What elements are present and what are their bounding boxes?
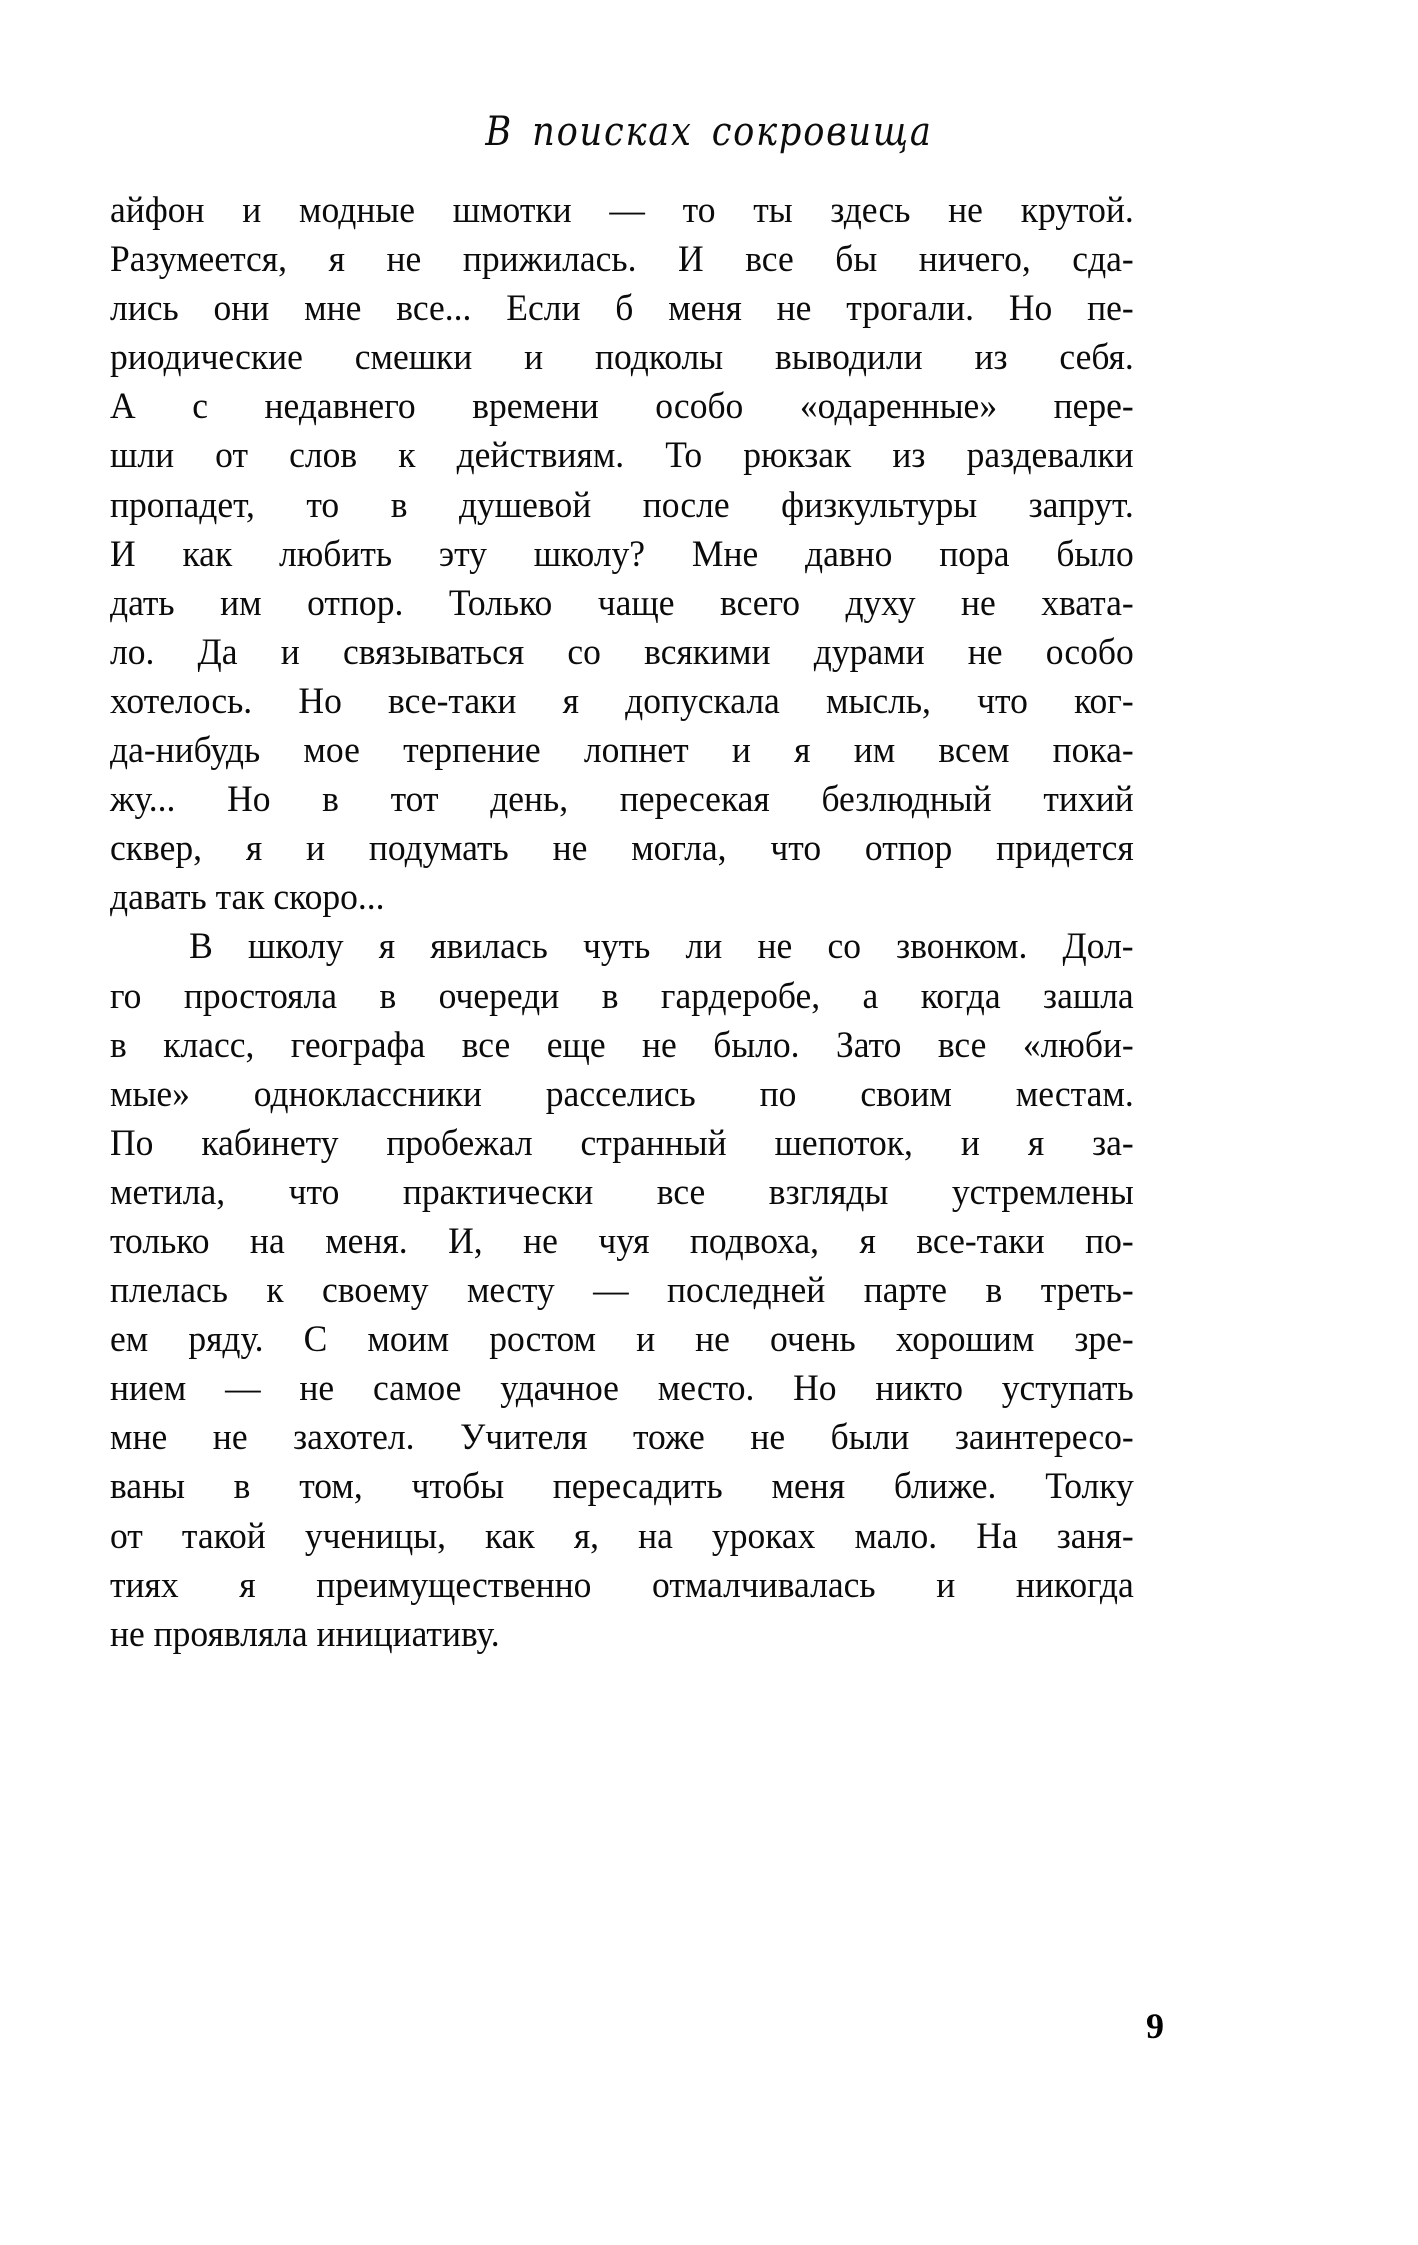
word: бы <box>835 239 878 281</box>
word: себя. <box>1059 337 1134 379</box>
word: и <box>280 631 300 673</box>
word: все <box>461 1024 511 1066</box>
text-line <box>110 1315 1134 1364</box>
word: после <box>642 484 730 526</box>
word: Толку <box>1045 1466 1134 1508</box>
word: не <box>757 926 793 968</box>
text-line <box>110 1021 1134 1070</box>
word: ваны <box>110 1466 185 1508</box>
word: место. <box>657 1368 755 1410</box>
word: физкультуры <box>781 484 978 526</box>
word: заинтересо- <box>954 1417 1134 1459</box>
text-line <box>110 1266 1134 1315</box>
word: я <box>562 680 579 722</box>
word: безлюдный <box>821 779 992 821</box>
word: кабинету <box>201 1122 339 1164</box>
word: выводили <box>774 337 923 379</box>
word: я <box>328 239 345 281</box>
paragraph-indent <box>110 922 154 971</box>
word: школу? <box>533 533 646 575</box>
word: захотел. <box>293 1417 415 1459</box>
word: все <box>937 1024 987 1066</box>
word: что <box>288 1171 340 1213</box>
word: меня <box>668 288 742 330</box>
word: жу... <box>110 779 176 821</box>
word: действиям. <box>456 435 625 477</box>
word: к <box>266 1270 284 1312</box>
word: терпение <box>403 730 541 772</box>
page-number: 9 <box>1146 2006 1164 2046</box>
word: давно <box>805 533 893 575</box>
word: в <box>322 779 339 821</box>
word: А <box>110 386 136 428</box>
text-line <box>110 1462 1134 1511</box>
word: Разумеется, <box>110 239 288 281</box>
word: зре- <box>1074 1319 1134 1361</box>
word: очереди <box>438 975 560 1017</box>
word: мые» <box>110 1073 190 1115</box>
word: слов <box>289 435 358 477</box>
word: отпор <box>864 828 953 870</box>
word: не <box>386 239 422 281</box>
word: я <box>245 828 263 870</box>
word: подколы <box>595 337 724 379</box>
text-line <box>110 333 1134 382</box>
word: одноклассники <box>253 1073 482 1115</box>
text-line <box>110 284 1134 333</box>
word: устремлены <box>951 1171 1134 1213</box>
word: тот <box>390 779 439 821</box>
word: расселись <box>545 1073 696 1115</box>
word: здесь <box>830 190 911 231</box>
word: странный <box>580 1122 727 1164</box>
word: Но <box>793 1368 837 1410</box>
word: раздевалки <box>966 435 1134 477</box>
body-text-block <box>110 186 1182 1659</box>
word: тихий <box>1043 779 1134 821</box>
word: особо <box>655 386 744 428</box>
word: от <box>110 1515 143 1557</box>
word: что <box>977 680 1028 722</box>
word: дать <box>110 582 175 624</box>
word: что <box>770 828 822 870</box>
word: им <box>220 582 262 624</box>
word: могла, <box>631 828 727 870</box>
text-line <box>110 431 1134 480</box>
word: метила, <box>110 1171 226 1213</box>
word: ряду. <box>188 1319 264 1361</box>
word: модные <box>299 190 415 231</box>
word: да-нибудь <box>110 730 261 772</box>
word: мое <box>303 730 360 772</box>
word: еще <box>546 1024 606 1066</box>
word: по- <box>1085 1220 1134 1262</box>
word: С <box>303 1319 328 1361</box>
word: чуя <box>598 1220 650 1262</box>
word: чуть <box>583 926 651 968</box>
word: не <box>776 288 812 330</box>
word: эту <box>438 533 487 575</box>
word: связываться <box>342 631 525 673</box>
word: духу <box>845 582 916 624</box>
word: Но <box>298 680 342 722</box>
word: Мне <box>691 533 759 575</box>
word: как <box>182 533 233 575</box>
word: ростом <box>489 1319 597 1361</box>
word: все-таки <box>388 680 517 722</box>
word: чтобы <box>411 1466 505 1508</box>
word: сда- <box>1072 239 1134 281</box>
word: пересекая <box>619 779 770 821</box>
word: простояла <box>183 975 338 1017</box>
word: все <box>656 1171 706 1213</box>
word: — <box>609 190 645 231</box>
word: им <box>853 730 896 772</box>
word: ничего, <box>918 239 1031 281</box>
text-line-last: не проявляла инициативу. <box>110 1613 500 1655</box>
word: не <box>299 1368 335 1410</box>
text-line <box>110 1413 1134 1462</box>
word: практически <box>402 1171 594 1213</box>
word: Но <box>227 779 271 821</box>
word: мне <box>304 288 362 330</box>
word: в <box>379 975 397 1017</box>
word: и <box>524 337 544 379</box>
word: гардеробе, <box>660 975 821 1017</box>
text-line <box>110 186 1134 235</box>
word: я <box>859 1220 876 1262</box>
word: отпор. <box>307 582 404 624</box>
word: пере- <box>1053 386 1134 428</box>
word: день, <box>490 779 569 821</box>
word: все... <box>396 288 472 330</box>
word: хотелось. <box>110 680 253 722</box>
word: — <box>593 1270 629 1312</box>
text-line <box>110 382 1134 431</box>
word: шмотки <box>452 190 572 231</box>
word: мысль, <box>826 680 931 722</box>
word: уроках <box>711 1515 816 1557</box>
word: и <box>636 1319 656 1361</box>
word: пропадет, <box>110 484 255 526</box>
word: своему <box>322 1270 429 1312</box>
word: трогали. <box>846 288 974 330</box>
word: ког- <box>1074 680 1134 722</box>
text-line <box>110 972 1134 1021</box>
word: не <box>552 828 588 870</box>
text-line <box>110 824 1134 873</box>
word: подумать <box>368 828 509 870</box>
word: тоже <box>632 1417 705 1459</box>
word: на <box>249 1220 285 1262</box>
text-line <box>110 775 1134 824</box>
word: в <box>110 1024 127 1066</box>
word: времени <box>472 386 599 428</box>
text-line-last: давать так скоро... <box>110 877 385 919</box>
word: из <box>892 435 926 477</box>
word: всем <box>938 730 1010 772</box>
word: треть- <box>1040 1270 1134 1312</box>
word: шли <box>110 435 175 477</box>
word: я <box>794 730 811 772</box>
word: географа <box>290 1024 426 1066</box>
word: с <box>192 386 208 428</box>
word: ло. <box>110 631 155 673</box>
word: мне <box>110 1417 168 1459</box>
word: никто <box>875 1368 963 1410</box>
word: и <box>242 190 262 231</box>
word: меня <box>771 1466 846 1508</box>
word: то <box>306 484 340 526</box>
word: И, <box>448 1220 483 1262</box>
word: пока- <box>1052 730 1134 772</box>
word: всякими <box>644 631 771 673</box>
word: Дол- <box>1062 926 1134 968</box>
word: лопнет <box>583 730 689 772</box>
word: любить <box>279 533 393 575</box>
word: «люби- <box>1022 1024 1134 1066</box>
word: шепоток, <box>774 1122 913 1164</box>
word: Только <box>448 582 553 624</box>
word: б <box>615 288 634 330</box>
word: не <box>212 1417 248 1459</box>
word: ученицы, <box>304 1515 446 1557</box>
word: преимущественно <box>316 1564 592 1606</box>
word: И <box>678 239 704 281</box>
word: когда <box>920 975 1001 1017</box>
word: хвата- <box>1041 582 1134 624</box>
word: пересадить <box>552 1466 723 1508</box>
word: от <box>215 435 248 477</box>
word: не <box>960 582 996 624</box>
text-line <box>110 1070 1134 1119</box>
word: пора <box>939 533 1010 575</box>
word: не <box>523 1220 558 1262</box>
word: со <box>827 926 861 968</box>
word: Да <box>197 631 238 673</box>
word: Учителя <box>460 1417 588 1459</box>
word: местам. <box>1015 1073 1134 1115</box>
word: всего <box>720 582 800 624</box>
word: дурами <box>813 631 925 673</box>
text-line <box>110 922 1134 971</box>
word: недавнего <box>264 386 416 428</box>
text-line <box>110 726 1134 775</box>
word: смешки <box>354 337 473 379</box>
word: к <box>398 435 416 477</box>
word: последней <box>667 1270 826 1312</box>
word: Если <box>506 288 581 330</box>
word: класс, <box>163 1024 255 1066</box>
word: уступать <box>1001 1368 1134 1410</box>
word: не <box>948 190 983 231</box>
word: На <box>976 1515 1018 1557</box>
word: придется <box>996 828 1134 870</box>
word: лись <box>110 288 179 330</box>
text-line <box>110 1561 1134 1610</box>
word: айфон <box>110 190 205 231</box>
word: не <box>642 1024 677 1066</box>
text-line <box>110 481 1134 530</box>
word: Но <box>1008 288 1053 330</box>
word: по <box>759 1073 797 1115</box>
word: прижилась. <box>462 239 637 281</box>
word: тиях <box>110 1564 179 1606</box>
word: я <box>1027 1122 1045 1164</box>
word: то <box>682 190 716 231</box>
word: все <box>745 239 794 281</box>
word: взгляды <box>768 1171 889 1213</box>
word: пе- <box>1087 288 1134 330</box>
word: из <box>974 337 1008 379</box>
word: рюкзак <box>743 435 852 477</box>
word: звонком. <box>896 926 1028 968</box>
word: чаще <box>597 582 675 624</box>
word: хорошим <box>895 1319 1035 1361</box>
word: меня. <box>325 1220 408 1262</box>
text-line <box>110 1217 1134 1266</box>
text-line <box>110 1364 1134 1413</box>
text-line <box>110 235 1134 284</box>
word: а <box>862 975 879 1017</box>
word: И <box>110 533 136 575</box>
word: особо <box>1045 631 1134 673</box>
word: и <box>936 1564 956 1606</box>
word: и <box>731 730 751 772</box>
word: зашла <box>1043 975 1134 1017</box>
word: мало. <box>854 1515 938 1557</box>
word: месту <box>466 1270 555 1312</box>
word: я <box>239 1564 256 1606</box>
word: я, <box>573 1515 600 1557</box>
word: отмалчивалась <box>652 1564 876 1606</box>
word: пробежал <box>386 1122 533 1164</box>
text-line <box>110 1168 1134 1217</box>
word: То <box>665 435 703 477</box>
word: очень <box>770 1319 856 1361</box>
word: как <box>485 1515 535 1557</box>
text-line <box>110 530 1134 579</box>
text-line <box>110 1512 1134 1561</box>
word: не <box>750 1417 786 1459</box>
word: за- <box>1092 1122 1134 1164</box>
word: были <box>830 1417 910 1459</box>
text-line <box>110 677 1134 726</box>
word: — <box>225 1368 261 1410</box>
word: было <box>1056 533 1134 575</box>
text-line <box>110 628 1134 677</box>
word: запрут. <box>1028 484 1134 526</box>
text-line <box>110 1119 1134 1168</box>
word: школу <box>247 926 344 968</box>
word: заня- <box>1056 1515 1134 1557</box>
word: ем <box>110 1319 149 1361</box>
word: такой <box>181 1515 266 1557</box>
word: душевой <box>458 484 592 526</box>
word: не <box>695 1319 730 1361</box>
word: в <box>601 975 619 1017</box>
word: никогда <box>1015 1564 1134 1606</box>
text-line <box>110 579 1134 628</box>
word: сквер, <box>110 828 202 870</box>
word: нием <box>110 1368 187 1410</box>
word: ты <box>753 190 793 231</box>
word: все-таки <box>916 1220 1045 1262</box>
word: плелась <box>110 1270 228 1312</box>
word: не <box>967 631 1003 673</box>
word: го <box>110 975 142 1017</box>
word: в <box>985 1270 1003 1312</box>
word: в <box>233 1466 251 1508</box>
word: В <box>189 926 213 968</box>
paragraph-1 <box>110 186 1182 922</box>
word: допускала <box>625 680 780 722</box>
word: риодические <box>110 337 303 379</box>
word: своим <box>860 1073 952 1115</box>
word: на <box>638 1515 673 1557</box>
paragraph-2 <box>110 922 1182 1658</box>
word: Зато <box>835 1024 902 1066</box>
word: подвоха, <box>689 1220 820 1262</box>
word: и <box>305 828 326 870</box>
word: удачное <box>500 1368 619 1410</box>
word: со <box>567 631 601 673</box>
word: я <box>378 926 396 968</box>
word: было. <box>713 1024 800 1066</box>
word: «одаренные» <box>799 386 998 428</box>
word: том, <box>299 1466 363 1508</box>
word: в <box>390 484 408 526</box>
word: самое <box>372 1368 462 1410</box>
word: парте <box>863 1270 948 1312</box>
word: моим <box>367 1319 450 1361</box>
word: явилась <box>430 926 548 968</box>
word: и <box>960 1122 980 1164</box>
word: только <box>110 1220 210 1262</box>
word: ли <box>685 926 723 968</box>
running-head: В поисках сокровища <box>485 109 933 155</box>
word: ближе. <box>893 1466 997 1508</box>
word: По <box>110 1122 154 1164</box>
word: они <box>213 288 270 330</box>
word: крутой. <box>1020 190 1134 231</box>
